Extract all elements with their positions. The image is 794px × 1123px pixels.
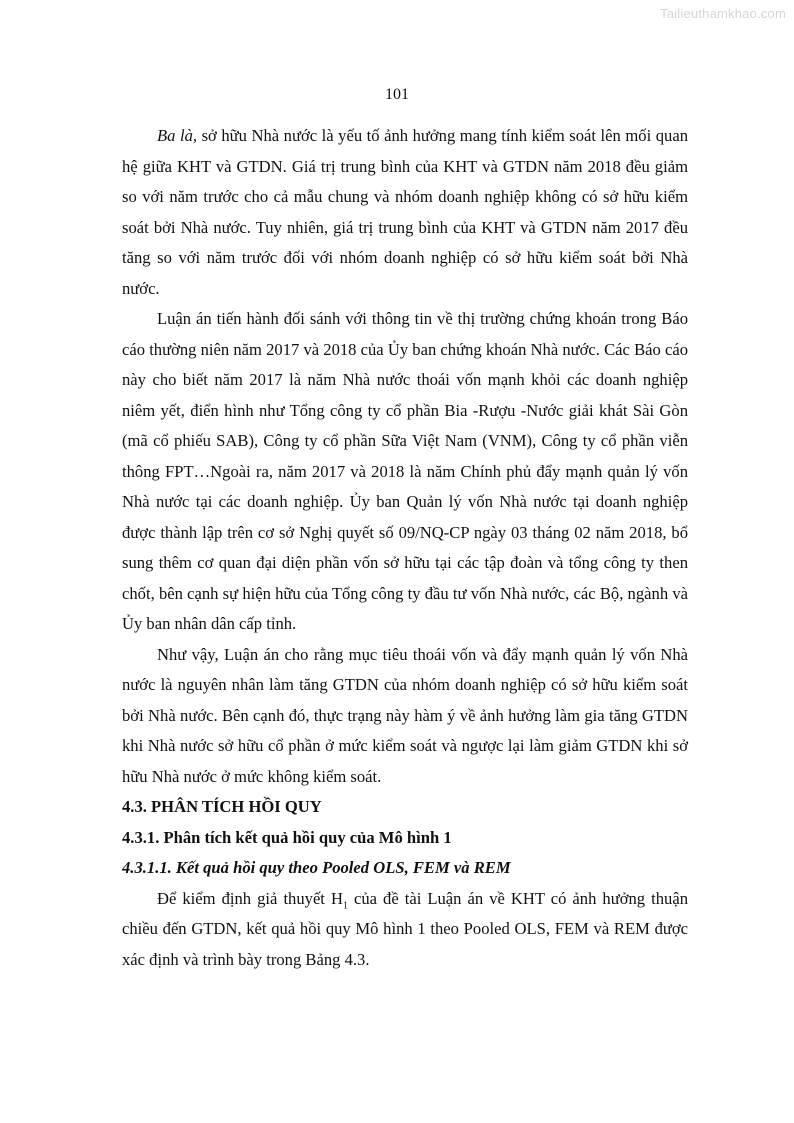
paragraph-text: của đề tài Luận án về KHT có ảnh hưởng thuận chiều đến GTDN, kết quả hồi quy Mô hình 1 theo Pooled OLS, FEM và REM được xác định và trình bày trong Bảng 4.3. [122, 888, 688, 969]
paragraph-lead-italic: Ba là, [157, 126, 198, 145]
subsection-heading: 4.3.1. Phân tích kết quả hồi quy của Mô hình 1 [122, 827, 452, 847]
section-heading: 4.3. PHÂN TÍCH HỒI QUY [122, 797, 322, 816]
document-body [122, 121, 688, 975]
page-number: 101 [385, 86, 409, 103]
paragraph-benchmark: Luận án tiến hành đối sánh với thông tin về thị trường chứng khoán trong Báo cáo thường niên năm 2017 và 2018 của Ủy ban chứng khoán Nhà nước. Các Báo cáo này cho biết năm 2017 là năm Nhà nước thoái vốn mạnh khỏi các doanh nghiệp niêm yết, điển hình như Tổng công ty cổ phần Bia -Rượu -Nước giải khát Sài Gòn (mã cổ phiếu SAB), Công ty cổ phần Sữa Việt Nam (VNM), Công ty cổ phần viễn thông FPT…Ngoài ra, năm 2017 và 2018 là năm Chính phủ đẩy mạnh quản lý vốn Nhà nước tại các doanh nghiệp. Ủy ban Quản lý vốn Nhà nước tại doanh nghiệp được thành lập trên cơ sở Nghị quyết số 09/NQ-CP ngày 03 tháng 02 năm 2018, bổ sung thêm cơ quan đại diện phần vốn sở hữu tại các tập đoàn và tổng công ty then chốt, bên cạnh sự hiện hữu của Tổng công ty đầu tư vốn Nhà nước, các Bộ, ngành và Ủy ban nhân dân cấp tỉnh. [122, 309, 688, 633]
watermark: Tailieuthamkhao.com [660, 6, 786, 21]
hypothesis-subscript: 1 [342, 899, 348, 911]
paragraph-hypothesis [122, 884, 688, 976]
paragraph-text: Để kiểm định giả thuyết H [157, 888, 343, 908]
paragraph-conclusion: Như vậy, Luận án cho rằng mục tiêu thoái vốn và đẩy mạnh quản lý vốn Nhà nước là nguyên nhân làm tăng GTDN của nhóm doanh nghiệp có sở hữu kiểm soát bởi Nhà nước. Bên cạnh đó, thực trạng này hàm ý về ảnh hưởng làm gia tăng GTDN khi Nhà nước sở hữu cổ phần ở mức kiểm soát và ngược lại làm giảm GTDN khi sở hữu Nhà nước ở mức không kiểm soát. [122, 644, 688, 786]
paragraph-text: sở hữu Nhà nước là yếu tố ảnh hưởng mang tính kiểm soát lên mối quan hệ giữa KHT và GTDN. Giá trị trung bình của KHT và GTDN năm 2018 đều giảm so với năm trước cho cả mẫu chung và nhóm doanh nghiệp không có sở hữu kiểm soát bởi Nhà nước. Tuy nhiên, giá trị trung bình của KHT và GTDN năm 2017 đều tăng so với năm trước đối với nhóm doanh nghiệp có sở hữu kiểm soát bởi Nhà nước. [122, 126, 688, 298]
subsubsection-heading: 4.3.1.1. Kết quả hồi quy theo Pooled OLS, FEM và REM [122, 858, 511, 877]
paragraph-state-ownership [122, 121, 688, 304]
